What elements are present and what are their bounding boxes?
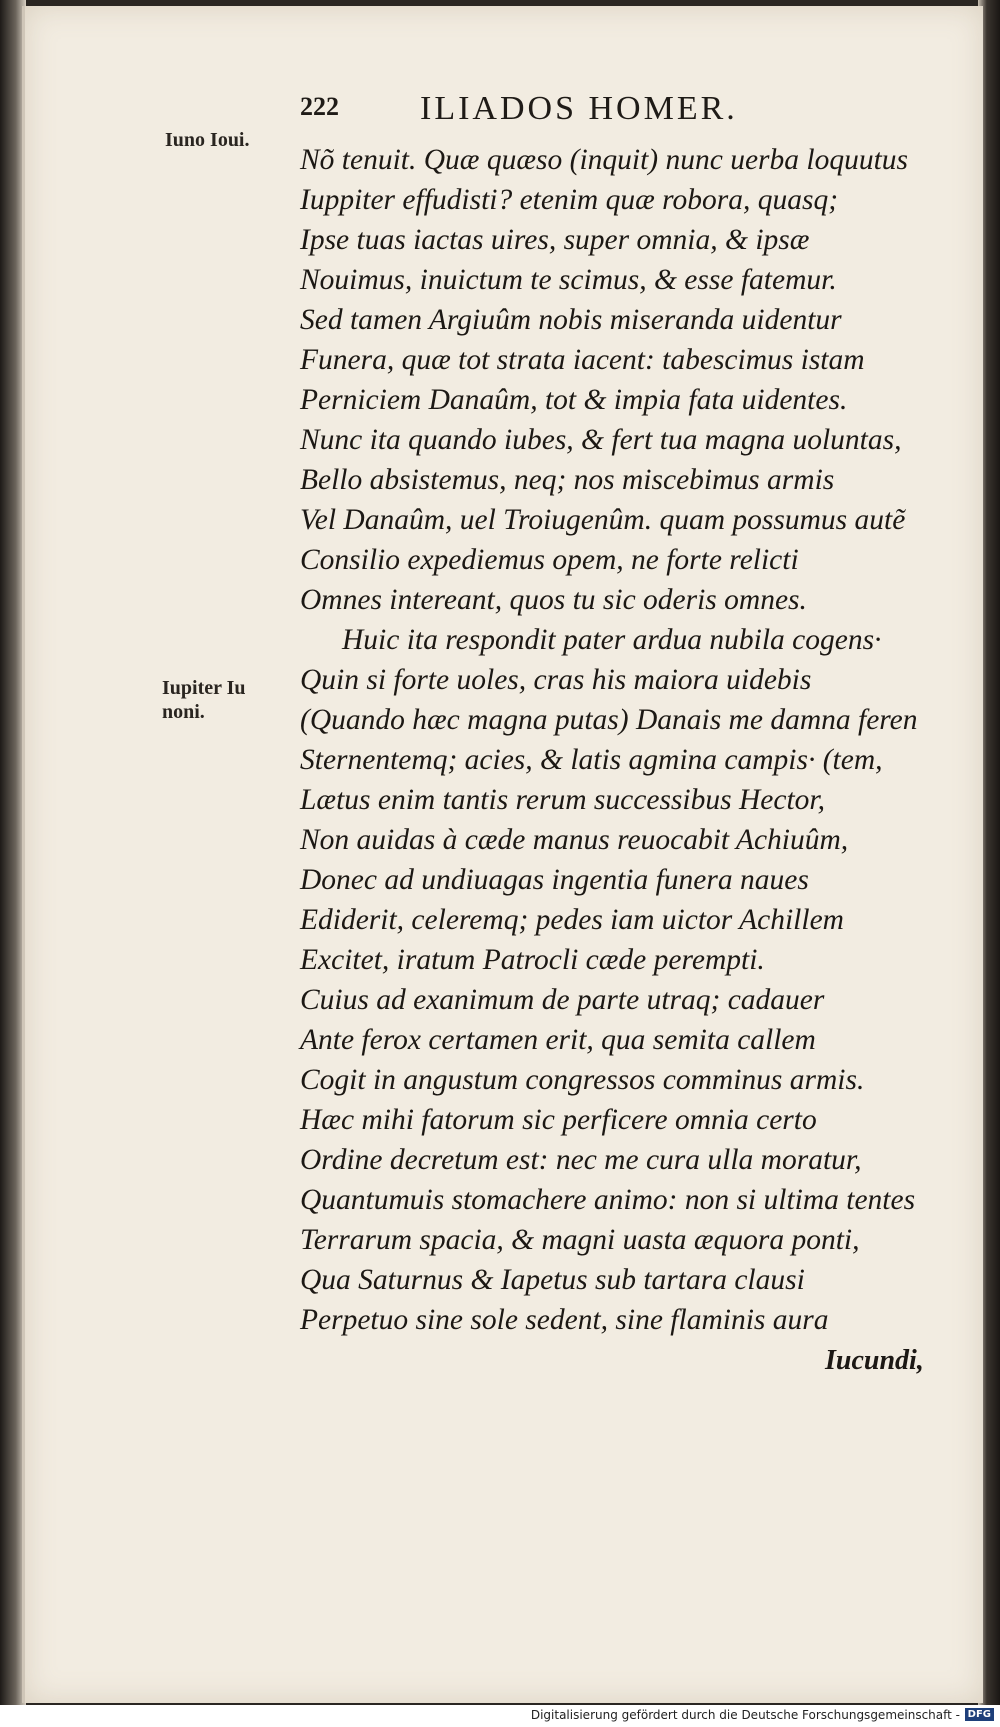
verse-line: Terrarum spacia, & magni uasta æquora ponti, [300, 1224, 860, 1256]
verse-line: Excitet, iratum Patrocli cæde perempti. [300, 944, 765, 976]
marginal-note-iuno: Iuno Ioui. [165, 129, 250, 151]
verse-line: Cuius ad exanimum de parte utraq; cadauer [300, 984, 825, 1016]
verse-line: Non auidas à cæde manus reuocabit Achiuûm, [300, 824, 849, 856]
verse-line: Donec ad undiuagas ingentia funera naues [300, 864, 809, 896]
verse-line: Quantumuis stomachere animo: non si ultima tentes [300, 1184, 916, 1216]
verse-line: Perpetuo sine sole sedent, sine flaminis aura [300, 1304, 829, 1336]
page-number: 222 [300, 92, 339, 121]
verse-line: Sed tamen Argiuûm nobis miseranda uidentur [300, 304, 842, 336]
verse-line: Consilio expediemus opem, ne forte relicti [300, 544, 799, 576]
verse-line: Nõ tenuit. Quæ quæso (inquit) nunc uerba loquutus [300, 144, 909, 176]
verse-line: Funera, quæ tot strata iacent: tabescimus istam [300, 344, 865, 376]
verse-line: Iuppiter effudisti? etenim quæ robora, quasq; [300, 184, 839, 216]
page-header [300, 90, 780, 130]
verse-line: Huic ita respondit pater ardua nubila cogens· [342, 624, 882, 656]
verse-line: (Quando hæc magna putas) Danais me damna feren [300, 704, 918, 736]
dfg-logo: DFG [965, 1708, 994, 1721]
verse-line: Nunc ita quando iubes, & fert tua magna uoluntas, [300, 424, 902, 456]
verse-line: Ordine decretum est: nec me cura ulla moratur, [300, 1144, 862, 1176]
verse-line: Quin si forte uoles, cras his maiora uidebis [300, 664, 812, 696]
verse-line: Ante ferox certamen erit, qua semita callem [300, 1024, 816, 1056]
verse-block [300, 140, 918, 1340]
verse-line: Perniciem Danaûm, tot & impia fata uidentes. [300, 384, 848, 416]
verse-line: Sternentemq; acies, & latis agmina campis· (tem, [300, 744, 883, 776]
catchword: Iucundi, [825, 1345, 924, 1376]
verse-line: Hæc mihi fatorum sic perficere omnia certo [300, 1104, 817, 1136]
verse-line: Omnes intereant, quos tu sic oderis omnes. [300, 584, 807, 616]
digitization-footer [0, 1705, 1000, 1727]
verse-line: Nouimus, inuictum te scimus, & esse fatemur. [300, 264, 837, 296]
verse-line: Ediderit, celeremq; pedes iam uictor Achillem [300, 904, 844, 936]
funding-notice: Digitalisierung gefördert durch die Deutsche Forschungsgemeinschaft - [530, 1708, 960, 1722]
verse-line: Lætus enim tantis rerum successibus Hector, [300, 784, 825, 816]
verse-line: Cogit in angustum congressos comminus armis. [300, 1064, 865, 1096]
running-head: ILIADOS HOMER. [420, 90, 738, 127]
verse-line: Qua Saturnus & Iapetus sub tartara clausi [300, 1264, 805, 1296]
marginal-note-iupiter: Iupiter Iu noni. [162, 677, 246, 723]
verse-line: Vel Danaûm, uel Troiugenûm. quam possumus autẽ [300, 504, 906, 536]
verse-line: Ipse tuas iactas uires, super omnia, & ipsæ [300, 224, 810, 256]
verse-line: Bello absistemus, neq; nos miscebimus armis [300, 464, 835, 496]
